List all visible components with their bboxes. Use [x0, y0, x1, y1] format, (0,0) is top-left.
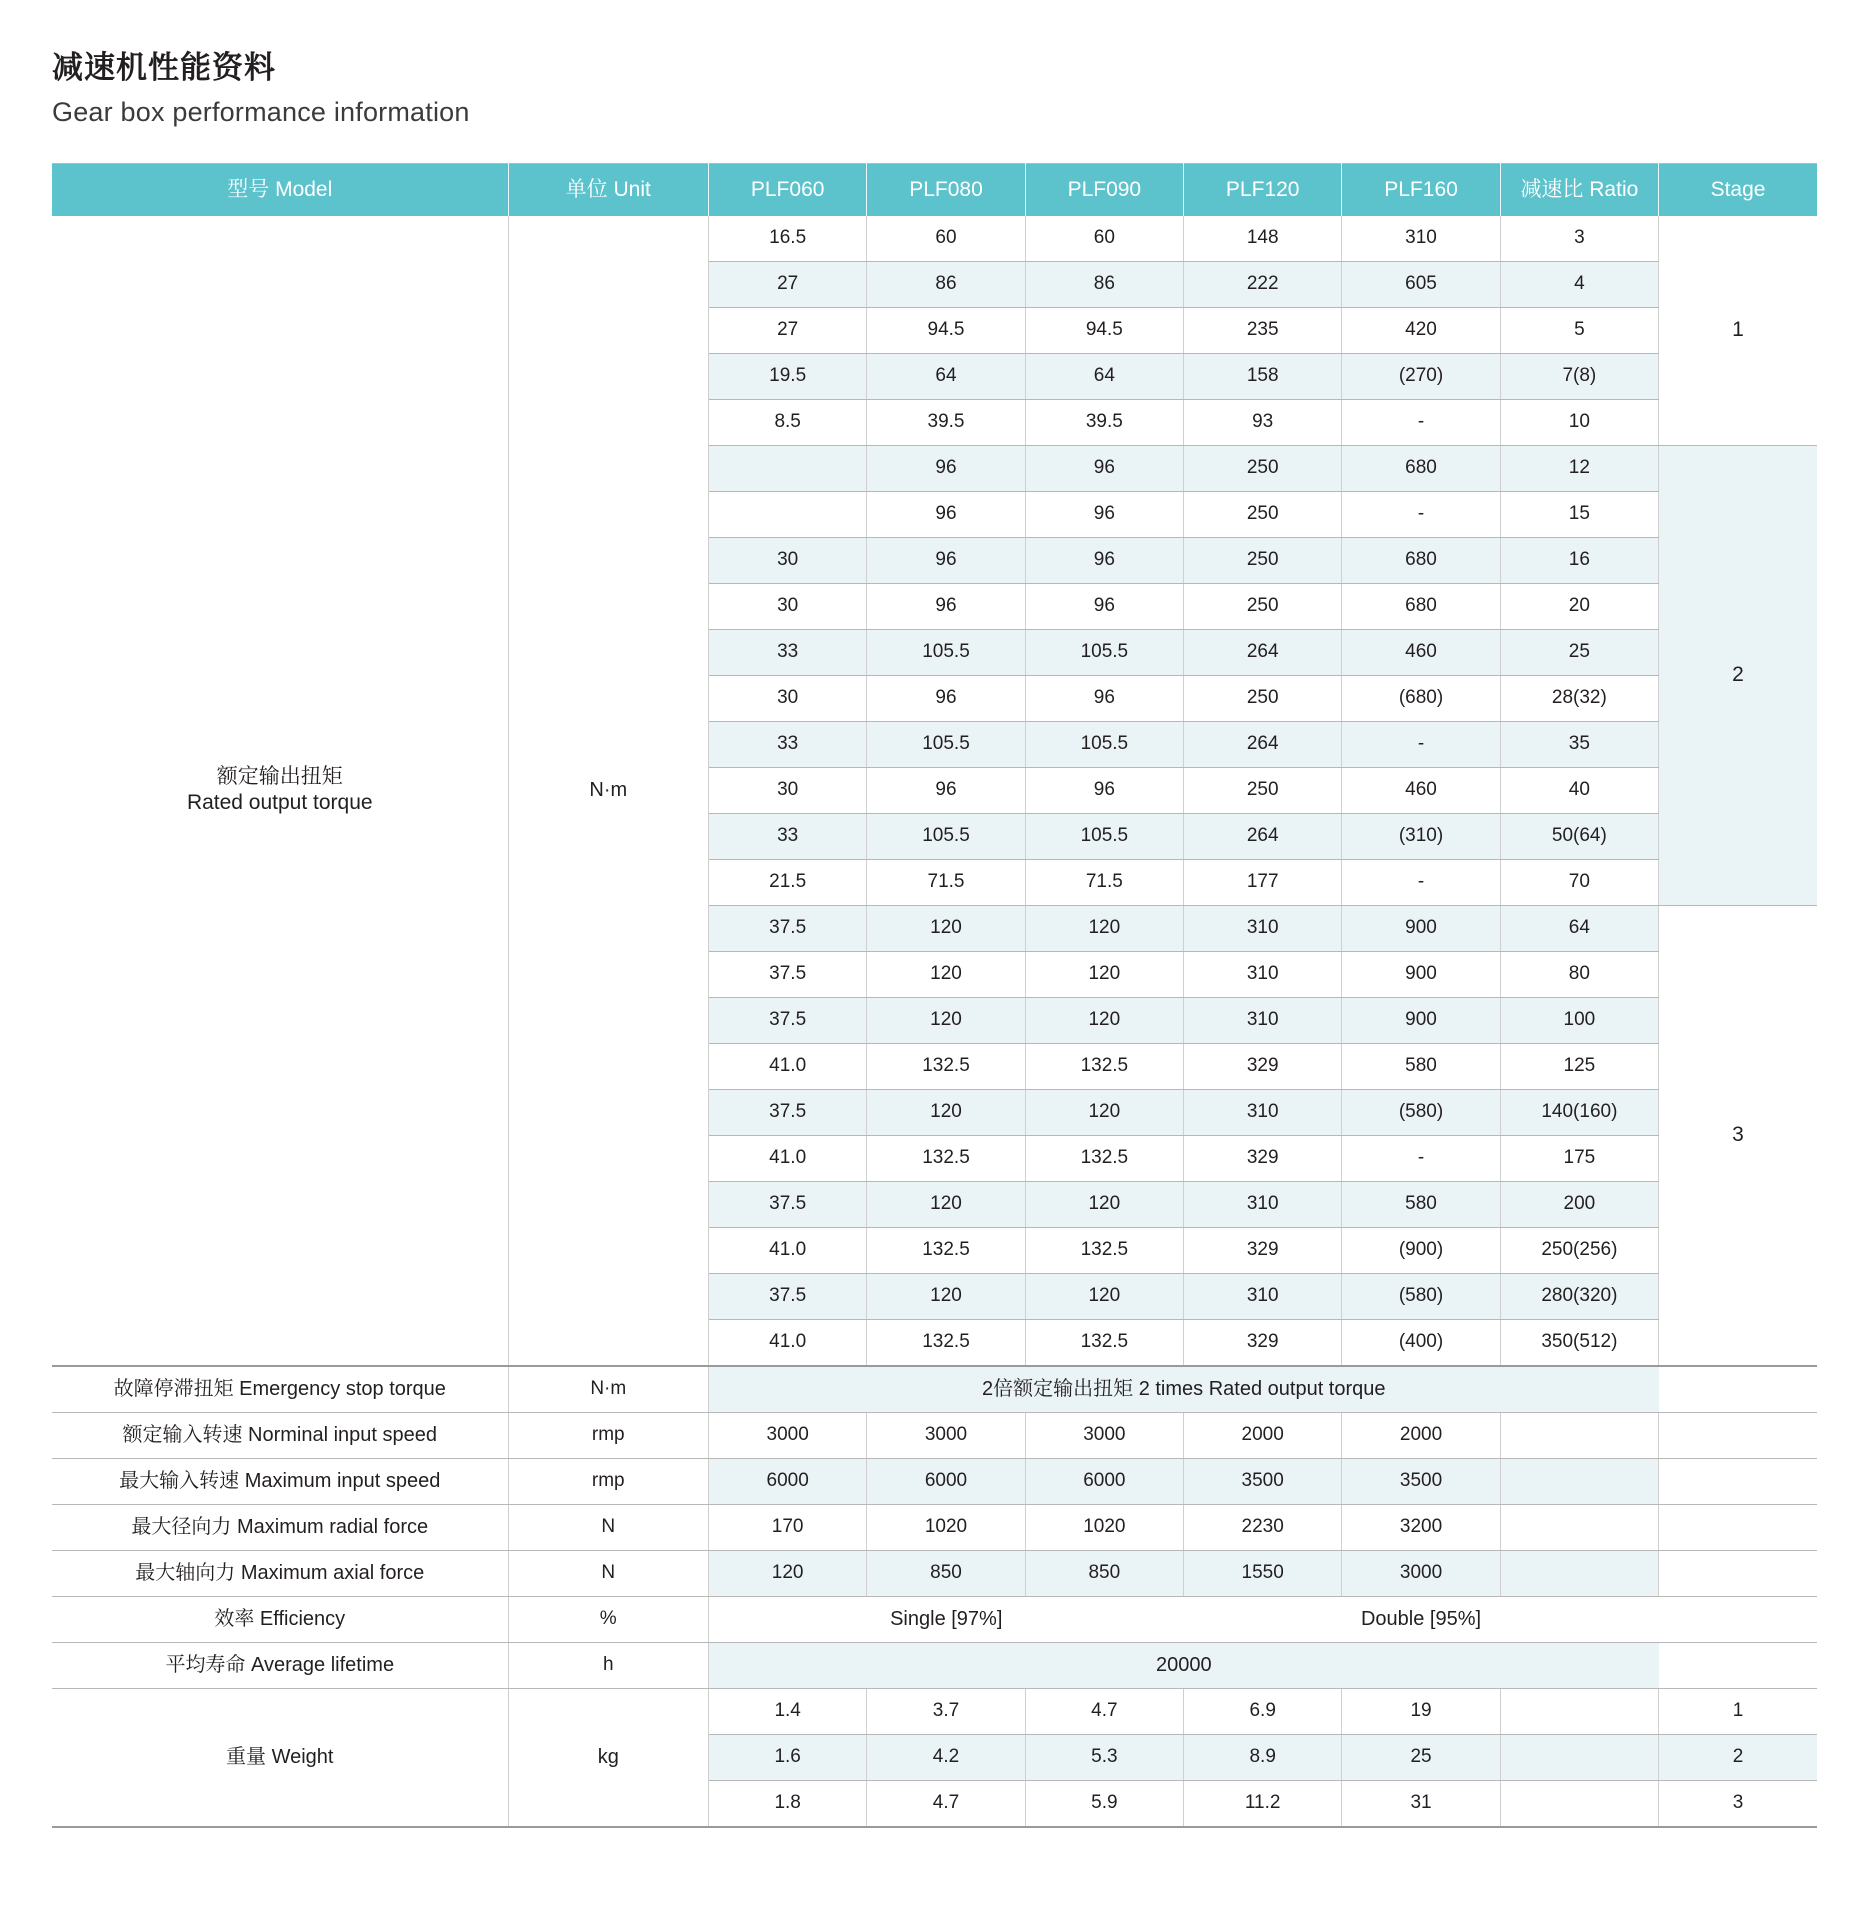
cell-plf160: - — [1342, 721, 1500, 767]
cell-plf060: 16.5 — [708, 216, 866, 262]
cell-plf060: 41.0 — [708, 1227, 866, 1273]
row-label-efficiency: 效率 Efficiency — [52, 1596, 508, 1642]
cell-plf080: 105.5 — [867, 813, 1025, 859]
cell-plf080: 60 — [867, 216, 1025, 262]
cell-plf120: 222 — [1184, 261, 1342, 307]
cell-ratio: 50(64) — [1500, 813, 1658, 859]
lifetime-value: 20000 — [708, 1642, 1658, 1688]
cell-plf080: 850 — [867, 1550, 1025, 1596]
cell-plf160: 3500 — [1342, 1458, 1500, 1504]
cell-plf080: 120 — [867, 997, 1025, 1043]
cell-plf160: 900 — [1342, 997, 1500, 1043]
cell-plf160: - — [1342, 1135, 1500, 1181]
cell-plf120: 329 — [1184, 1043, 1342, 1089]
cell-plf090: 5.3 — [1025, 1734, 1183, 1780]
cell-plf120: 329 — [1184, 1319, 1342, 1366]
cell-plf090: 120 — [1025, 905, 1183, 951]
cell-plf080: 105.5 — [867, 721, 1025, 767]
cell-plf160: - — [1342, 491, 1500, 537]
cell-plf080: 96 — [867, 445, 1025, 491]
cell-plf090: 120 — [1025, 997, 1183, 1043]
header-unit: 单位 Unit — [508, 163, 708, 216]
cell-stage: 3 — [1659, 1780, 1817, 1827]
cell-plf060: 41.0 — [708, 1319, 866, 1366]
cell-plf060: 37.5 — [708, 997, 866, 1043]
cell-plf060: 30 — [708, 675, 866, 721]
cell-plf120: 177 — [1184, 859, 1342, 905]
cell-plf160: (310) — [1342, 813, 1500, 859]
cell-plf090: 105.5 — [1025, 629, 1183, 675]
cell-plf120: 250 — [1184, 767, 1342, 813]
cell-plf160: - — [1342, 399, 1500, 445]
efficiency-single: Single [97%] — [708, 1596, 1183, 1642]
cell-plf080: 105.5 — [867, 629, 1025, 675]
cell-ratio: 16 — [1500, 537, 1658, 583]
cell-plf080: 96 — [867, 491, 1025, 537]
emergency-stop-value: 2倍额定输出扭矩 2 times Rated output torque — [708, 1366, 1658, 1413]
cell-plf060: 1.6 — [708, 1734, 866, 1780]
cell-plf090: 64 — [1025, 353, 1183, 399]
label-en: Rated output torque — [186, 791, 373, 815]
header-stage: Stage — [1659, 163, 1817, 216]
cell-plf120: 310 — [1184, 905, 1342, 951]
cell-plf060: 1.8 — [708, 1780, 866, 1827]
cell-plf090: 96 — [1025, 675, 1183, 721]
cell-plf080: 1020 — [867, 1504, 1025, 1550]
cell-plf160: 680 — [1342, 537, 1500, 583]
stage-empty — [1659, 1596, 1817, 1642]
table-row — [52, 1688, 1817, 1734]
table-header — [52, 163, 1817, 216]
cell-ratio: 40 — [1500, 767, 1658, 813]
stage-label: 2 — [1659, 445, 1817, 905]
cell-plf060: 170 — [708, 1504, 866, 1550]
cell-plf160: 900 — [1342, 905, 1500, 951]
cell-plf080: 71.5 — [867, 859, 1025, 905]
cell-ratio: 10 — [1500, 399, 1658, 445]
cell-plf060: 6000 — [708, 1458, 866, 1504]
cell-plf120: 11.2 — [1184, 1780, 1342, 1827]
cell-plf060: 33 — [708, 813, 866, 859]
cell-plf060: 41.0 — [708, 1043, 866, 1089]
cell-plf120: 310 — [1184, 1273, 1342, 1319]
unit-cell: N — [508, 1504, 708, 1550]
cell-plf060: 21.5 — [708, 859, 866, 905]
cell-plf160: 19 — [1342, 1688, 1500, 1734]
cell-ratio: 100 — [1500, 997, 1658, 1043]
cell-plf160: 25 — [1342, 1734, 1500, 1780]
cell-plf080: 132.5 — [867, 1135, 1025, 1181]
cell-plf120: 310 — [1184, 1181, 1342, 1227]
cell-plf160: 680 — [1342, 583, 1500, 629]
cell-plf120: 310 — [1184, 951, 1342, 997]
cell-stage: 1 — [1659, 1688, 1817, 1734]
header-plf080: PLF080 — [867, 163, 1025, 216]
cell-plf120: 250 — [1184, 583, 1342, 629]
stage-empty — [1659, 1550, 1817, 1596]
table-row — [52, 1504, 1817, 1550]
cell-plf060 — [708, 491, 866, 537]
row-label-maximum-input-speed: 最大输入转速 Maximum input speed — [52, 1458, 508, 1504]
cell-plf120: 250 — [1184, 491, 1342, 537]
cell-plf090: 96 — [1025, 583, 1183, 629]
cell-ratio: 7(8) — [1500, 353, 1658, 399]
cell-plf080: 132.5 — [867, 1227, 1025, 1273]
cell-plf080: 120 — [867, 1089, 1025, 1135]
cell-plf160: 680 — [1342, 445, 1500, 491]
cell-plf060: 3000 — [708, 1412, 866, 1458]
unit-weight: kg — [508, 1688, 708, 1827]
gearbox-performance-table — [52, 163, 1817, 1828]
cell-plf080: 132.5 — [867, 1043, 1025, 1089]
cell-plf090: 132.5 — [1025, 1319, 1183, 1366]
stage-empty — [1659, 1642, 1817, 1688]
cell-plf060: 30 — [708, 767, 866, 813]
unit-cell: rmp — [508, 1412, 708, 1458]
cell-plf120: 158 — [1184, 353, 1342, 399]
cell-plf160: 3000 — [1342, 1550, 1500, 1596]
row-label-emergency-stop-torque: 故障停滞扭矩 Emergency stop torque — [52, 1366, 508, 1413]
cell-ratio-empty — [1500, 1550, 1658, 1596]
cell-ratio: 20 — [1500, 583, 1658, 629]
cell-plf090: 120 — [1025, 1089, 1183, 1135]
header-row — [52, 163, 1817, 216]
page-title-block — [52, 48, 1817, 129]
cell-ratio: 4 — [1500, 261, 1658, 307]
stage-label: 3 — [1659, 905, 1817, 1366]
cell-plf090: 105.5 — [1025, 721, 1183, 767]
cell-plf090: 850 — [1025, 1550, 1183, 1596]
cell-plf120: 329 — [1184, 1135, 1342, 1181]
cell-ratio: 3 — [1500, 216, 1658, 262]
cell-plf160: 31 — [1342, 1780, 1500, 1827]
cell-plf160: 420 — [1342, 307, 1500, 353]
table-row — [52, 216, 1817, 262]
header-plf090: PLF090 — [1025, 163, 1183, 216]
cell-plf120: 310 — [1184, 997, 1342, 1043]
cell-plf090: 132.5 — [1025, 1227, 1183, 1273]
page-title-en: Gear box performance information — [52, 97, 470, 128]
cell-plf090: 96 — [1025, 537, 1183, 583]
cell-plf090: 71.5 — [1025, 859, 1183, 905]
row-label-weight: 重量 Weight — [52, 1688, 508, 1827]
cell-plf160: 580 — [1342, 1043, 1500, 1089]
cell-plf120: 250 — [1184, 537, 1342, 583]
cell-plf090: 94.5 — [1025, 307, 1183, 353]
cell-plf160: (580) — [1342, 1089, 1500, 1135]
cell-plf120: 264 — [1184, 629, 1342, 675]
cell-plf080: 3.7 — [867, 1688, 1025, 1734]
cell-ratio: 250(256) — [1500, 1227, 1658, 1273]
row-label-maximum-axial-force: 最大轴向力 Maximum axial force — [52, 1550, 508, 1596]
cell-plf160: 460 — [1342, 767, 1500, 813]
cell-plf090: 60 — [1025, 216, 1183, 262]
cell-plf160: (270) — [1342, 353, 1500, 399]
unit-cell: % — [508, 1596, 708, 1642]
cell-plf160: 460 — [1342, 629, 1500, 675]
cell-plf060: 33 — [708, 721, 866, 767]
row-label-maximum-radial-force: 最大径向力 Maximum radial force — [52, 1504, 508, 1550]
cell-plf060: 27 — [708, 307, 866, 353]
cell-plf060: 8.5 — [708, 399, 866, 445]
header-plf160: PLF160 — [1342, 163, 1500, 216]
cell-plf120: 1550 — [1184, 1550, 1342, 1596]
cell-plf060: 37.5 — [708, 1089, 866, 1135]
cell-plf090: 1020 — [1025, 1504, 1183, 1550]
cell-ratio: 175 — [1500, 1135, 1658, 1181]
cell-plf080: 96 — [867, 537, 1025, 583]
cell-ratio: 280(320) — [1500, 1273, 1658, 1319]
cell-plf060: 41.0 — [708, 1135, 866, 1181]
unit-cell: rmp — [508, 1458, 708, 1504]
cell-plf120: 235 — [1184, 307, 1342, 353]
cell-plf060: 120 — [708, 1550, 866, 1596]
cell-plf120: 8.9 — [1184, 1734, 1342, 1780]
cell-plf090: 4.7 — [1025, 1688, 1183, 1734]
cell-plf060: 30 — [708, 583, 866, 629]
cell-ratio: 350(512) — [1500, 1319, 1658, 1366]
cell-ratio-empty — [1500, 1458, 1658, 1504]
cell-plf160: 580 — [1342, 1181, 1500, 1227]
cell-plf080: 120 — [867, 951, 1025, 997]
cell-plf120: 2000 — [1184, 1412, 1342, 1458]
cell-plf160: (900) — [1342, 1227, 1500, 1273]
cell-plf060: 37.5 — [708, 951, 866, 997]
cell-plf160: 2000 — [1342, 1412, 1500, 1458]
cell-plf090: 3000 — [1025, 1412, 1183, 1458]
cell-ratio: 70 — [1500, 859, 1658, 905]
efficiency-double: Double [95%] — [1184, 1596, 1659, 1642]
cell-ratio-empty — [1500, 1412, 1658, 1458]
cell-plf120: 250 — [1184, 675, 1342, 721]
cell-plf090: 120 — [1025, 1273, 1183, 1319]
cell-plf090: 120 — [1025, 1181, 1183, 1227]
cell-plf090: 105.5 — [1025, 813, 1183, 859]
cell-plf060: 19.5 — [708, 353, 866, 399]
cell-plf090: 96 — [1025, 767, 1183, 813]
header-ratio: 减速比 Ratio — [1500, 163, 1658, 216]
cell-plf090: 6000 — [1025, 1458, 1183, 1504]
cell-plf060: 37.5 — [708, 1181, 866, 1227]
stage-empty — [1659, 1458, 1817, 1504]
cell-plf080: 120 — [867, 905, 1025, 951]
cell-plf080: 64 — [867, 353, 1025, 399]
cell-plf120: 3500 — [1184, 1458, 1342, 1504]
unit-cell: h — [508, 1642, 708, 1688]
cell-ratio: 35 — [1500, 721, 1658, 767]
cell-plf080: 96 — [867, 767, 1025, 813]
cell-ratio: 15 — [1500, 491, 1658, 537]
table-row — [52, 1642, 1817, 1688]
stage-label: 1 — [1659, 216, 1817, 446]
cell-plf080: 86 — [867, 261, 1025, 307]
cell-plf160: 900 — [1342, 951, 1500, 997]
header-model: 型号 Model — [52, 163, 508, 216]
cell-plf080: 4.7 — [867, 1780, 1025, 1827]
cell-plf160: (400) — [1342, 1319, 1500, 1366]
cell-plf120: 93 — [1184, 399, 1342, 445]
unit-cell: N·m — [508, 1366, 708, 1413]
table-row — [52, 1596, 1817, 1642]
cell-plf090: 86 — [1025, 261, 1183, 307]
cell-plf060: 37.5 — [708, 1273, 866, 1319]
cell-stage: 2 — [1659, 1734, 1817, 1780]
cell-plf080: 3000 — [867, 1412, 1025, 1458]
cell-plf060: 27 — [708, 261, 866, 307]
cell-plf080: 120 — [867, 1181, 1025, 1227]
cell-ratio: 64 — [1500, 905, 1658, 951]
cell-plf120: 6.9 — [1184, 1688, 1342, 1734]
stage-empty — [1659, 1412, 1817, 1458]
cell-plf090: 5.9 — [1025, 1780, 1183, 1827]
cell-plf080: 4.2 — [867, 1734, 1025, 1780]
cell-plf080: 39.5 — [867, 399, 1025, 445]
cell-plf160: 310 — [1342, 216, 1500, 262]
cell-plf120: 250 — [1184, 445, 1342, 491]
cell-plf060 — [708, 445, 866, 491]
cell-ratio-empty — [1500, 1504, 1658, 1550]
cell-plf120: 148 — [1184, 216, 1342, 262]
cell-plf060: 1.4 — [708, 1688, 866, 1734]
table-row — [52, 1458, 1817, 1504]
cell-plf090: 132.5 — [1025, 1043, 1183, 1089]
cell-plf080: 94.5 — [867, 307, 1025, 353]
cell-plf160: 3200 — [1342, 1504, 1500, 1550]
page-title-cn: 减速机性能资料 — [52, 50, 276, 85]
cell-plf080: 132.5 — [867, 1319, 1025, 1366]
stage-empty — [1659, 1366, 1817, 1413]
row-label-nominal-input-speed: 额定输入转速 Norminal input speed — [52, 1412, 508, 1458]
cell-ratio: 140(160) — [1500, 1089, 1658, 1135]
row-label-average-lifetime: 平均寿命 Average lifetime — [52, 1642, 508, 1688]
cell-plf120: 310 — [1184, 1089, 1342, 1135]
header-plf120: PLF120 — [1184, 163, 1342, 216]
cell-ratio: 200 — [1500, 1181, 1658, 1227]
cell-ratio: 80 — [1500, 951, 1658, 997]
cell-plf120: 2230 — [1184, 1504, 1342, 1550]
cell-plf090: 132.5 — [1025, 1135, 1183, 1181]
cell-ratio-empty — [1500, 1688, 1658, 1734]
cell-ratio: 125 — [1500, 1043, 1658, 1089]
cell-plf090: 120 — [1025, 951, 1183, 997]
cell-plf160: 605 — [1342, 261, 1500, 307]
cell-ratio: 12 — [1500, 445, 1658, 491]
cell-plf160: (580) — [1342, 1273, 1500, 1319]
cell-plf080: 96 — [867, 583, 1025, 629]
cell-ratio: 5 — [1500, 307, 1658, 353]
cell-plf160: - — [1342, 859, 1500, 905]
cell-plf090: 39.5 — [1025, 399, 1183, 445]
unit-rated-output-torque: N·m — [508, 216, 708, 1366]
table-row — [52, 1366, 1817, 1413]
row-label-rated-output-torque — [52, 216, 508, 1366]
cell-ratio-empty — [1500, 1734, 1658, 1780]
cell-plf160: (680) — [1342, 675, 1500, 721]
cell-plf060: 37.5 — [708, 905, 866, 951]
cell-plf080: 120 — [867, 1273, 1025, 1319]
table-body — [52, 216, 1817, 1827]
unit-cell: N — [508, 1550, 708, 1596]
cell-plf120: 264 — [1184, 813, 1342, 859]
table-row — [52, 1412, 1817, 1458]
cell-plf090: 96 — [1025, 491, 1183, 537]
cell-plf060: 30 — [708, 537, 866, 583]
cell-plf060: 33 — [708, 629, 866, 675]
stage-empty — [1659, 1504, 1817, 1550]
header-plf060: PLF060 — [708, 163, 866, 216]
cell-ratio: 25 — [1500, 629, 1658, 675]
cell-plf080: 6000 — [867, 1458, 1025, 1504]
cell-plf090: 96 — [1025, 445, 1183, 491]
cell-plf080: 96 — [867, 675, 1025, 721]
cell-plf120: 329 — [1184, 1227, 1342, 1273]
label-cn: 额定输出扭矩 — [216, 764, 343, 788]
table-row — [52, 1550, 1817, 1596]
cell-plf120: 264 — [1184, 721, 1342, 767]
cell-ratio: 28(32) — [1500, 675, 1658, 721]
cell-ratio-empty — [1500, 1780, 1658, 1827]
